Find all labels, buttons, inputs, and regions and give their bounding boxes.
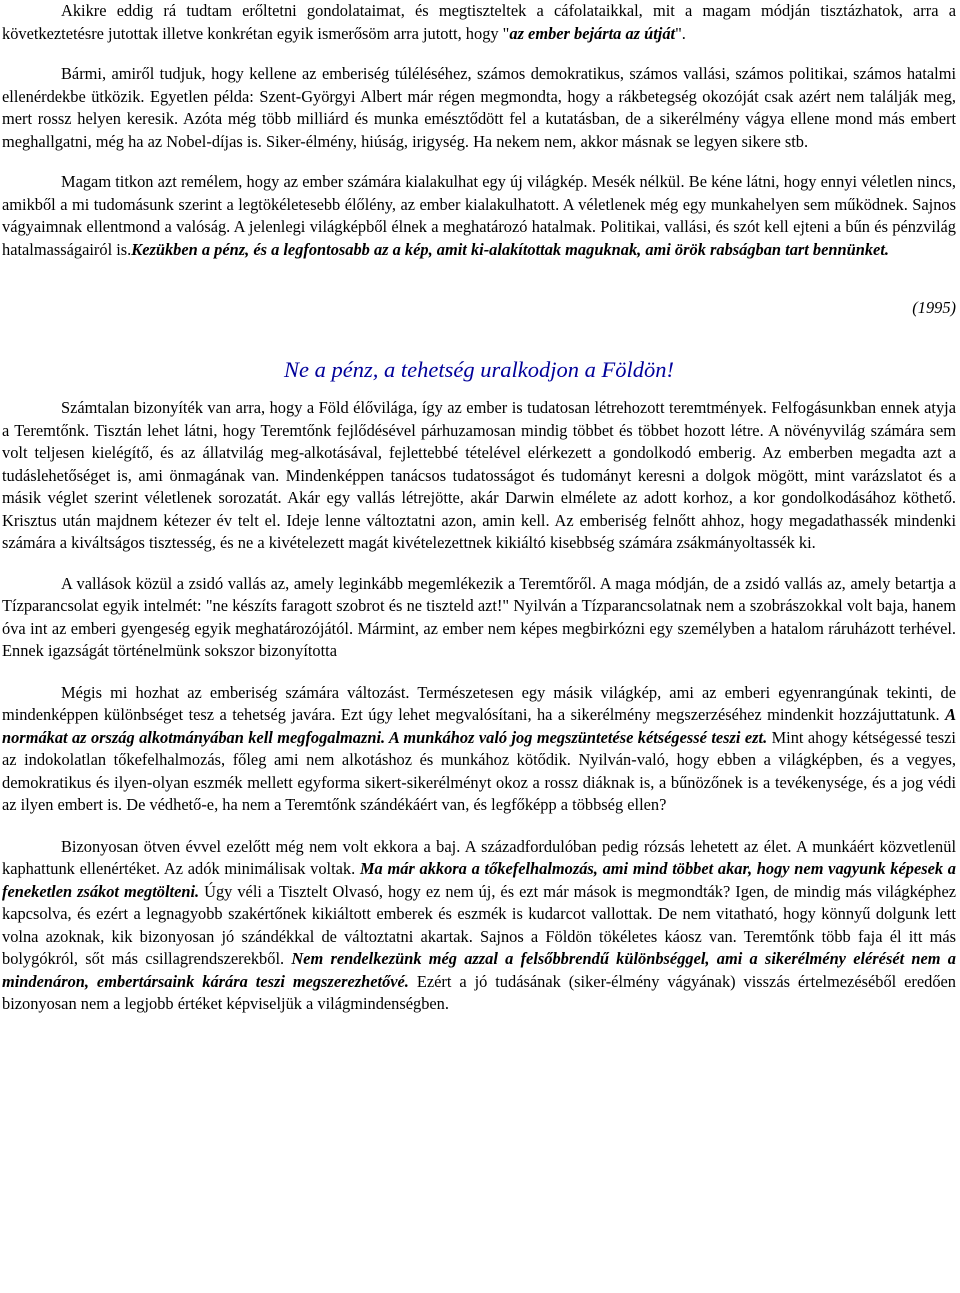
emphasized-text: Nem rendelkezünk még azzal a felsőbbrendű különbséggel, ami a sikerélmény elérését nem a mindenáron, embertársaink kárára teszi megszerezhetővé. xyxy=(2,949,956,991)
paragraph-text: Úgy véli a Tisztelt Olvasó, hogy ez nem új, és ezt már mások is megmondták? Igen, de mindig más világképhez kapcsolva, és ezért a legnagyobb szakértőnek kikiáltott emberek és eszmék is kudarcot vallottak. De nem vitatható, hogy könnyű dolgunk lett volna azoknak, kik bizonyosan jó szándékkal de változtatni akartak. Sajnos a Földön tökéletes káosz van. Teremtőnk több faja él itt más bolygókról, sőt más csillagrendszerekből. xyxy=(2,881,956,968)
paragraph xyxy=(2,397,956,555)
paragraph-text: Számtalan bizonyíték van arra, hogy a Föld élővilága, így az ember is tudatosan létrehozott teremtmények. Felfogásunkban ennek atyja a Teremtőnk. Tisztán lehet látni, hogy Teremtőnk fejlődésével párhuzamosan mindig többet és többet hozott létre. A növényvilág számára sem volt teljesen kielégítő, és az állatvilág meg-alkotásával, fejlettebbé tételével elérkezett a gondolkodó emberig. Az emberben megadta azt a tudáslehetőséget is, ami önmagának van. Mindenképpen tanácsos tudatosságot és tudományt keresni a dolgok mögött, mint varázslatot és a másik véglet szerint véletlenek sorozatát. Akár egy vallás létrejötte, akár Darwin elmélete az adott korhoz, a kor gondolkodásához köthető. Krisztus után majdnem kétezer év telt el. Ideje lenne változtatni azon, amin kell. Az emberiség felnőtt ahhoz, hogy megadathassék mindenki számára a kiváltságos tisztesség, és ne a kivételezett magát kivételezettnek kikiáltó kisebbség számára zsákmányoltassék ki. xyxy=(2,398,956,552)
paragraph-text: Bizonyosan ötven évvel ezelőtt még nem volt ekkora a baj. A századfordulóban pedig rózsás lehetett az élet. A munkáért közvetlenül kaphattunk ellenértéket. Az adók minimálisak voltak. xyxy=(2,836,956,878)
paragraph-text: Mégis mi hozhat az emberiség számára változást. Természetesen egy másik világkép, ami az emberi egyenrangúnak tekinti, de mindenképpen különbséget tesz a tehetség javára. Ezt úgy lehet megvalósítani, ha a sikerélmény megszerzéséhez mindenkit hozzájuttatunk. xyxy=(2,682,956,724)
paragraph-text: ". xyxy=(675,23,686,43)
paragraph-text: Akikre eddig rá tudtam erőltetni gondolataimat, és megtiszteltek a cáfolataikkal, mit a magam módján tisztázhatok, arra a következtetésre jutottak illetve konkrétan egyik ismerősöm arra jutott, hogy " xyxy=(2,1,956,43)
date-line: (1995) xyxy=(912,298,956,317)
emphasized-text: Kezükben a pénz, és a legfontosabb az a kép, amit ki-alakítottak maguknak, ami örök rabságban tart bennünket. xyxy=(131,239,889,259)
section-title: Ne a pénz, a tehetség uralkodjon a Földön! xyxy=(284,357,674,382)
paragraph xyxy=(2,171,956,261)
paragraph-text: Bármi, amiről tudjuk, hogy kellene az emberiség túléléséhez, számos demokratikus, számos vallási, számos politikai, számos hatalmi ellenérdekbe ütközik. Egyetlen példa: Szent-Györgyi Albert már régen megmondta, hogy a rákbetegség okozóját csak azért nem találják meg, mert rossz helyen keresik. Azóta még több milliárd és munka emésztődött fel a kutatásban, de a sikerélmény vágya ellene mond más embert meghallgatni, még ha az Nobel-díjas is. Siker-élmény, hiúság, irigység. Ha nekem nem, akkor másnak se legyen sikere stb. xyxy=(2,64,956,151)
paragraph-text: Mint ahogy kétségessé teszi az indokolatlan tőkefelhalmozás, főleg ami nem alkotáshoz és munkához kötődik. Nyilván-való, hogy ebben a világképben, és a vegyes, demokratikus és ilyen-olyan eszmék mellett egyforma sikert-sikerélményt okoz a rossz diáknak is, a bűnözőnek is a tevékenysége, és a jog védi az ilyen embert is. De védhető-e, ha nem a Teremtőnk szándékáért van, és legfőképp a többség ellen? xyxy=(2,727,956,814)
paragraph xyxy=(2,573,956,663)
paragraph xyxy=(2,836,956,1016)
emphasized-text: A normákat az ország alkotmányában kell megfogalmazni. A munkához való jog megszüntetése kétségessé teszi ezt. xyxy=(2,705,956,747)
paragraph-text: Ezért a jó tudásának (siker-élmény vágyának) visszás értelmezéséből eredően bizonyosan nem a legjobb értéket képviseljük a világmindenségben. xyxy=(2,971,956,1013)
paragraph-text: A vallások közül a zsidó vallás az, amely leginkább megemlékezik a Teremtőről. A maga módján, de a zsidó vallás az, amely betartja a Tízparancsolat egyik intelmét: "ne készíts faragott szobrot és ne tiszteld azt!" Nyilván a Tízparancsolatnak nem a szobrászokkal volt baja, hanem óva int az emberi gyengeség egyik meghatározójától. Mármint, az ember nem képes megbirkózni egy személyben a hatalom ráruházott terhével. Ennek igazságát történelmünk sokszor bizonyította xyxy=(2,573,956,660)
paragraph xyxy=(2,0,956,45)
paragraph xyxy=(2,63,956,153)
paragraph xyxy=(2,682,956,817)
document-page xyxy=(2,0,956,1016)
paragraph-text: Magam titkon azt remélem, hogy az ember számára kialakulhat egy új világkép. Mesék nélkül. Be kéne látni, hogy ennyi véletlen nincs, amikből a mi tudomásunk szerint a legtökéletesebb élőlény, az ember kialakulhatott. A véletlenek még egy munkahelyen sem működnek. Sajnos vágyaimnak ellentmond a valóság. A jelenlegi világképből élnek a meghatározó hatalmak. Politikai, vallási, és szót kell ejteni a bűn és pénzvilág hatalmasságairól is. xyxy=(2,172,956,259)
emphasized-text: Ma már akkora a tőkefelhalmozás, ami mind többet akar, hogy nem vagyunk képesek a feneketlen zsákot megtölteni. xyxy=(2,859,956,901)
emphasized-text: az ember bejárta az útját xyxy=(509,23,676,43)
